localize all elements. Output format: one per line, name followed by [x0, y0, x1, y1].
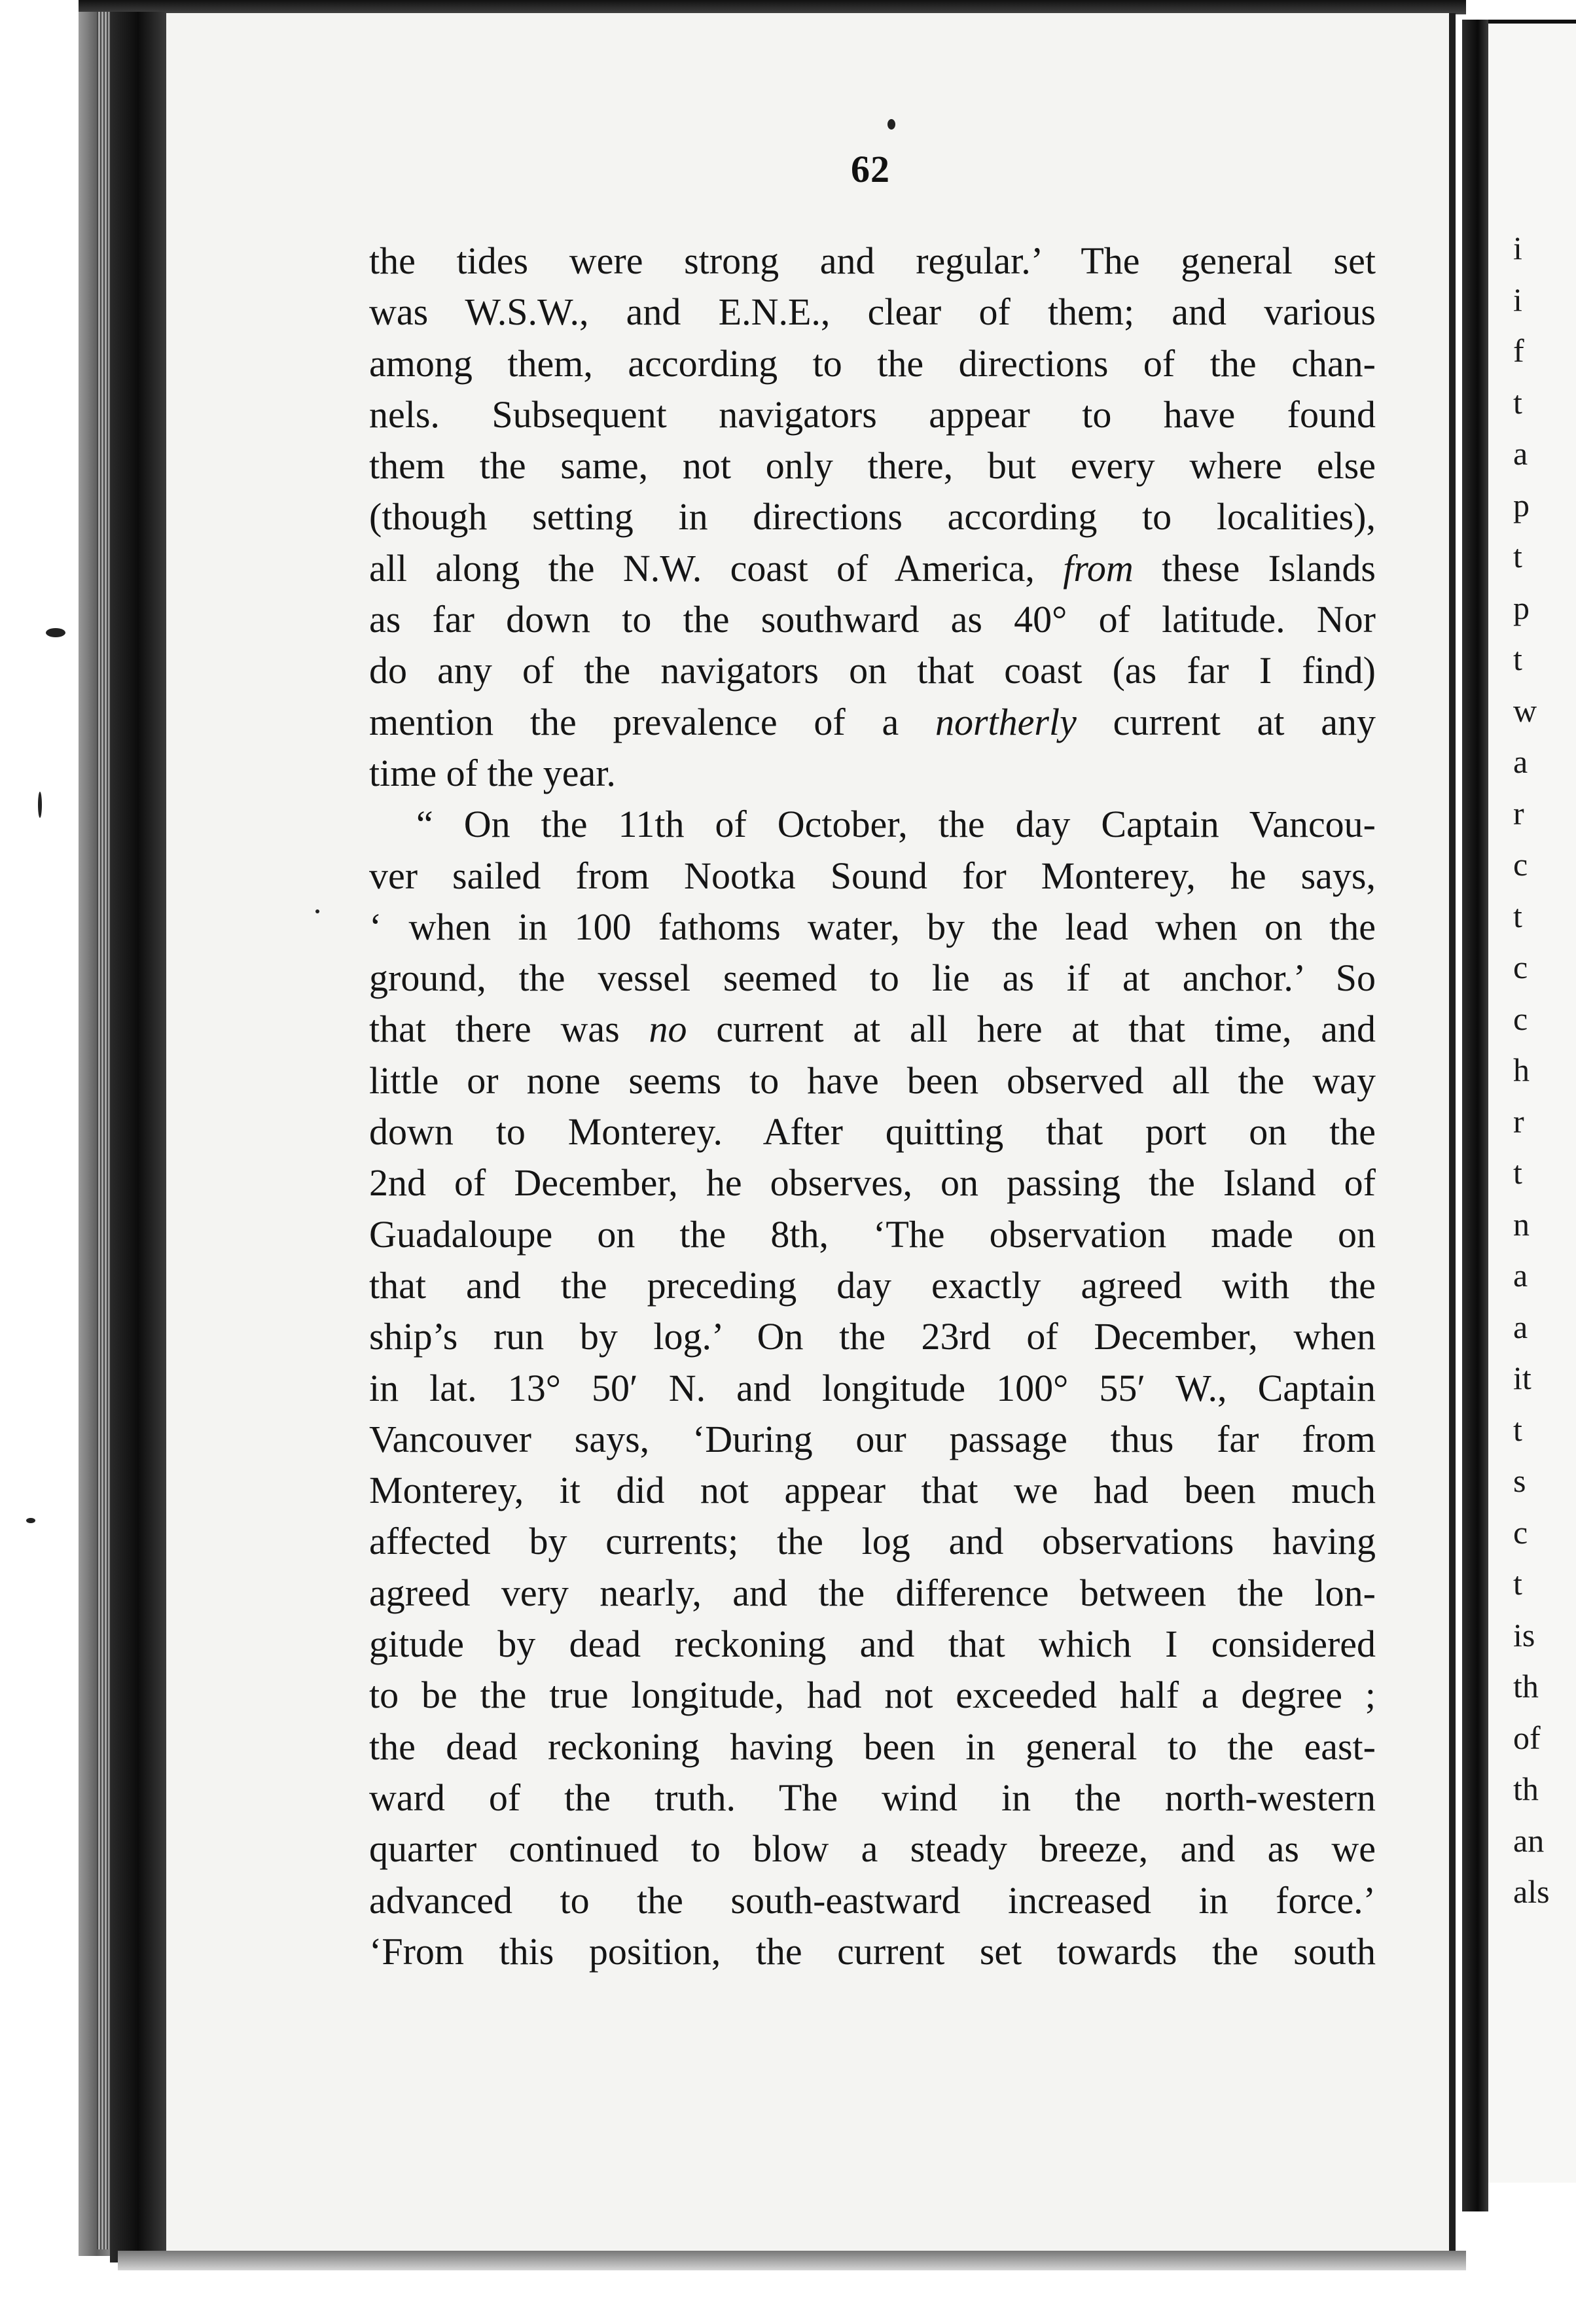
- scan-speck: [38, 792, 42, 818]
- text-line: do any of the navigators on that coast (as far I find): [369, 649, 1376, 692]
- text-line: among them, according to the directions of the chan-: [369, 342, 1376, 385]
- page-edge-lines: [97, 12, 109, 2249]
- text-line: ver sailed from Nootka Sound for Monterey, he says,: [369, 854, 1376, 897]
- italic-word: from: [1063, 546, 1134, 590]
- text-line: was W.S.W., and E.N.E., clear of them; and various: [369, 290, 1376, 334]
- text-line: advanced to the south-eastward increased in force.’: [369, 1878, 1376, 1922]
- text-line: that and the preceding day exactly agreed with the: [369, 1263, 1376, 1307]
- text-line: the tides were strong and regular.’ The general set: [369, 239, 1376, 282]
- scan-speck: [46, 628, 65, 637]
- text-line: 2nd of December, he observes, on passing the Island of: [369, 1161, 1376, 1205]
- page-bottom-shadow: [118, 2251, 1466, 2270]
- text-line: ward of the truth. The wind in the north-western: [369, 1776, 1376, 1819]
- scan-speck: [315, 909, 319, 913]
- text-line: quarter continued to blow a steady breeze, and as we: [369, 1827, 1376, 1871]
- text-line: all along the N.W. coast of America, from these Islands: [369, 546, 1376, 590]
- text-line: Monterey, it did not appear that we had been much: [369, 1469, 1376, 1512]
- scan-speck: [887, 119, 895, 130]
- text-line: the dead reckoning having been in general to the east-: [369, 1725, 1376, 1768]
- text-line: mention the prevalence of a northerly current at any: [369, 700, 1376, 743]
- text-line: time of the year.: [369, 751, 616, 794]
- facing-page-text: i i f t a p t p t w a r c t c c h r t n a a it t s c t is th of th an als: [1513, 230, 1550, 1910]
- text-line: Vancouver says, ‘During our passage thus far from: [369, 1417, 1376, 1460]
- text-line: gitude by dead reckoning and that which I considered: [369, 1623, 1376, 1666]
- text-line: in lat. 13° 50′ N. and longitude 100° 55′ W., Captain: [369, 1366, 1376, 1409]
- italic-word: northerly: [935, 700, 1077, 743]
- text-line: ground, the vessel seemed to lie as if at anchor.’ So: [369, 957, 1376, 1000]
- page-number: 62: [851, 148, 890, 190]
- text-line: ship’s run by log.’ On the 23rd of December, when: [369, 1315, 1376, 1358]
- text-line: “ On the 11th of October, the day Captain Vancou-: [416, 803, 1376, 846]
- scan-speck: [26, 1518, 35, 1523]
- text-line: to be the true longitude, had not exceeded half a degree ;: [369, 1674, 1376, 1717]
- text-line: as far down to the southward as 40° of latitude. Nor: [369, 598, 1376, 641]
- text-line: nels. Subsequent navigators appear to have found: [369, 393, 1376, 436]
- text-line: them the same, not only there, but every where else: [369, 444, 1376, 487]
- top-border: [79, 0, 1466, 14]
- text-line: ‘ when in 100 fathoms water, by the lead when on the: [369, 905, 1376, 948]
- italic-word: no: [649, 1008, 687, 1051]
- binding-shadow: [110, 12, 166, 2262]
- text-line: affected by currents; the log and observations having: [369, 1520, 1376, 1563]
- body-text: [369, 236, 1376, 1977]
- text-line: (though setting in directions according to localities),: [369, 495, 1376, 538]
- text-line: ‘From this position, the current set towards the south: [369, 1929, 1376, 1973]
- text-line: agreed very nearly, and the difference between the lon-: [369, 1571, 1376, 1614]
- text-line: Guadaloupe on the 8th, ‘The observation made on: [369, 1212, 1376, 1256]
- facing-gutter: [1462, 20, 1488, 2211]
- text-line: little or none seems to have been observed all the way: [369, 1059, 1376, 1102]
- text-line: down to Monterey. After quitting that port on the: [369, 1110, 1376, 1153]
- text-line: that there was no current at all here at that time, and: [369, 1008, 1376, 1051]
